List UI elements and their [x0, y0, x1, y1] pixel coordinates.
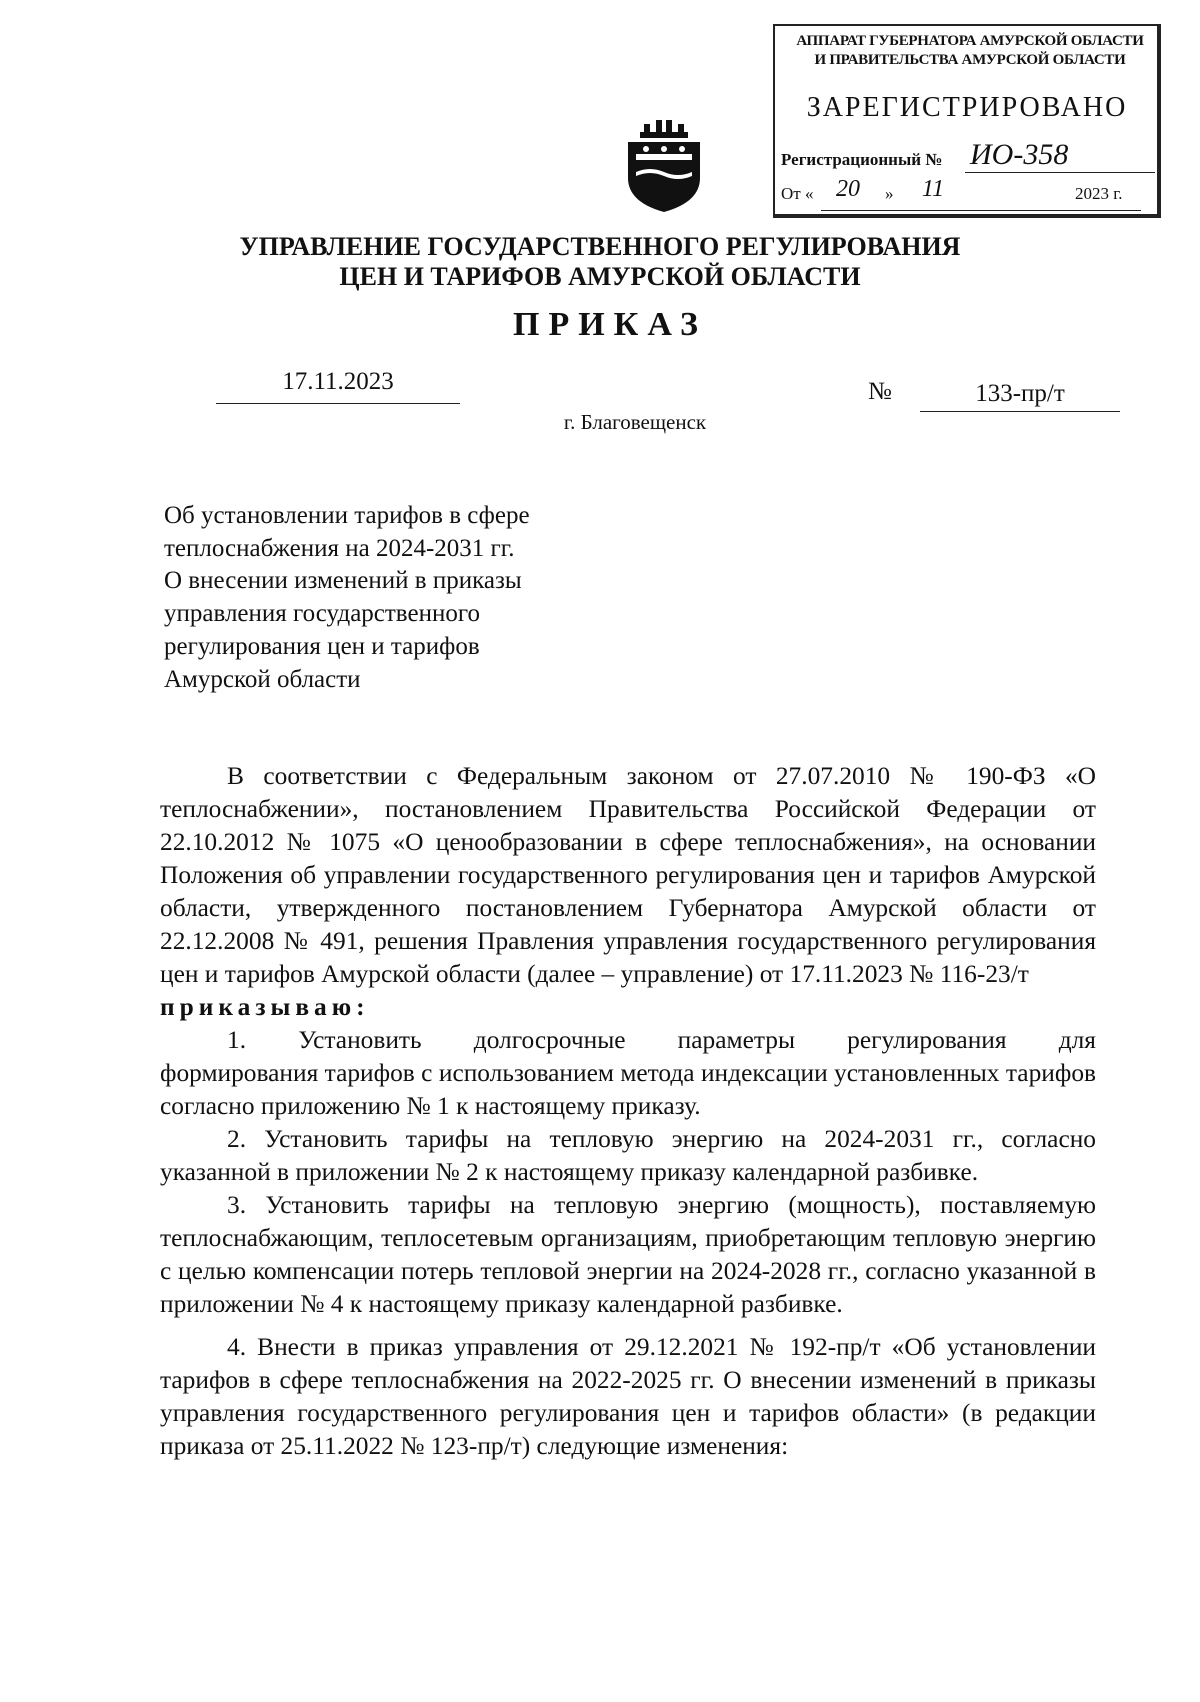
registration-stamp [773, 24, 1161, 218]
order-number: 133-пр/т [975, 380, 1065, 407]
preamble-paragraph: В соответствии с Федеральным законом от 27.07.2010 № 190-ФЗ «О теплоснабжении», постановлением Правительства Российской Федерации от 22.10.2012 № 1075 «О ценообразовании в сфере теплоснабжения», на основании Положения об управлении государственного регулирования цен и тарифов Амурской области, утвержденного постановлением Губернатора Амурской области от 22.12.2008 № 491, решения Правления управления государственного регулирования цен и тарифов Амурской области (далее – управление) от 17.11.2023 № 116-23/т [160, 762, 1096, 988]
stamp-registered-label: ЗАРЕГИСТРИРОВАНО [806, 92, 1128, 123]
order-word: приказываю: [160, 993, 370, 1021]
document-type-title: ПРИКАЗ [513, 306, 707, 343]
order-date-line [216, 403, 460, 404]
subject-line: Об установлении тарифов в сфере [164, 502, 530, 529]
stamp-reg-number-label: Регистрационный № [781, 150, 943, 169]
agency-line2: ЦЕН И ТАРИФОВ АМУРСКОЙ ОБЛАСТИ [339, 262, 861, 291]
stamp-reg-number-line [965, 172, 1155, 173]
order-item-3: 3. Установить тарифы на тепловую энергию (мощность), поставляемую теплоснабжающим, теплосетевым организациям, приобретающим тепловую энергию с целью компенсации потерь тепловой энергии на 2024-2028 гг., согласно указанной в приложении № 4 к настоящему приказу календарной разбивке. [160, 1191, 1096, 1318]
subject-line: теплоснабжения на 2024-2031 гг. [164, 534, 515, 562]
order-item-1-continued: формирования тарифов с использованием метода индексации установленных тарифов согласно приложению № 1 к настоящему приказу. [160, 1059, 1096, 1120]
subject-line: Амурской области [164, 665, 361, 693]
order-item-1: 1. Установить долгосрочные параметры регулирования для [227, 1026, 1096, 1054]
stamp-year: 2023 г. [1075, 184, 1123, 203]
subject-line: регулирования цен и тарифов [164, 632, 480, 660]
order-date: 17.11.2023 [282, 368, 394, 395]
coat-of-arms-icon [626, 120, 702, 212]
stamp-org-line2: И ПРАВИТЕЛЬСТВА АМУРСКОЙ ОБЛАСТИ [814, 52, 1126, 68]
subject-line: управления государственного [164, 600, 480, 628]
order-subject [164, 500, 634, 696]
stamp-month: 11 [921, 176, 945, 202]
order-number-sign: № [868, 378, 892, 405]
stamp-from-label: От « [781, 184, 814, 203]
subject-line: О внесении изменений в приказы [164, 567, 522, 595]
order-item-2: 2. Установить тарифы на тепловую энергию на 2024-2031 гг., согласно указанной в приложении № 2 к настоящему приказу календарной разбивке. [160, 1125, 1096, 1186]
stamp-date-line [821, 210, 1141, 211]
stamp-organization [785, 32, 1155, 70]
agency-name [160, 232, 1040, 292]
agency-line1: УПРАВЛЕНИЕ ГОСУДАРСТВЕННОГО РЕГУЛИРОВАНИЯ [239, 232, 961, 261]
order-body [160, 760, 1096, 1463]
stamp-day: 20 [836, 176, 860, 202]
order-item-4: 4. Внести в приказ управления от 29.12.2021 № 192-пр/т «Об установлении тарифов в сфере теплоснабжения на 2022-2025 гг. О внесении изменений в приказы управления государственного регулирования цен и тарифов области» (в редакции приказа от 25.11.2022 № 123-пр/т) следующие изменения: [160, 1333, 1096, 1460]
stamp-reg-number-value: ИО-358 [970, 138, 1069, 171]
stamp-org-line1: АППАРАТ ГУБЕРНАТОРА АМУРСКОЙ ОБЛАСТИ [796, 33, 1144, 49]
order-city: г. Благовещенск [563, 410, 707, 434]
stamp-day-close: » [885, 184, 894, 203]
